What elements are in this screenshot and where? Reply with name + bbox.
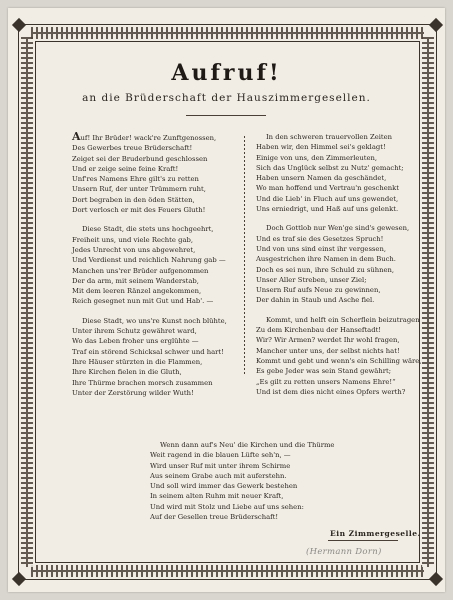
verse-line: Und es traf sie des Gesetzes Spruch! — [256, 234, 384, 243]
verse-line: Dort begraben in den öden Stätten, — [72, 195, 195, 204]
corner-ornament-icon — [12, 572, 26, 586]
verse-line: Manchen uns'rer Brüder aufgenommen — [72, 266, 209, 275]
verse-line: Es gebe Jeder was sein Stand gewährt; — [256, 367, 392, 376]
stanza — [72, 132, 232, 215]
verse-line: Haben wir, den Himmel sei's geklagt! — [256, 143, 386, 152]
column-divider — [244, 136, 245, 376]
stanza — [256, 132, 416, 214]
verse-line: Ihre Häuser stürzten in die Flammen, — [72, 357, 203, 366]
verse-line: Und die Lieb' in Fluch auf uns gewendet, — [256, 194, 399, 203]
document-title: Aufruf! — [171, 60, 282, 86]
verse-line: Ihre Thürme brachen morsch zusammen — [72, 378, 213, 387]
verse-line: Diese Stadt, die stets uns hochgeehrt, — [82, 225, 214, 234]
title-divider — [186, 115, 266, 116]
verse-line: Doch es sei nun, ihre Schuld zu sühnen, — [256, 265, 395, 274]
border-chain-left — [21, 37, 33, 567]
verse-line: Doch Gottlob nur Wen'ge sind's gewesen, — [266, 224, 410, 233]
verse-line: Sich das Unglück selbst zu Nutz' gemacht; — [256, 163, 404, 172]
left-column — [72, 132, 232, 407]
verse-line: Wir? Wir Armen? werdet Ihr wohl fragen, — [256, 336, 400, 345]
verse-line: Unsern Ruf, der unter Trümmern ruht, — [72, 185, 206, 194]
verse-line: Aus seinem Grabe auch mit auferstehn. — [150, 471, 287, 480]
verse-line: „Es gilt zu retten unsers Namens Ehre!“ — [256, 377, 396, 386]
verse-line: Haben unsern Namen da geschändet, — [256, 174, 387, 183]
verse-line: Unter der Zerstörung wilder Wuth! — [72, 388, 194, 397]
verse-line: Und ist dem dies nicht eines Opfers werth? — [256, 387, 406, 396]
verse-line: Auf! Ihr Brüder! wack're Zunftgenossen, — [72, 130, 217, 143]
verse-line: Der dahin in Staub und Asche fiel. — [256, 296, 375, 305]
document-sheet — [8, 8, 445, 592]
signature-rule — [328, 540, 398, 541]
verse-line: Reich gesegnet nun mit Gut und Hab'. — — [72, 297, 214, 306]
verse-line: Kommt, und helft ein Scherflein beizutragen — [266, 315, 420, 324]
verse-line: Und wird mit Stolz und Liebe auf uns sehen: — [150, 502, 304, 511]
document-subtitle: an die Brüderschaft der Hauszimmergesellen. — [82, 92, 371, 104]
corner-ornament-icon — [429, 572, 443, 586]
verse-line: Zeiget sei der Bruderbund geschlossen — [72, 154, 208, 163]
verse-line: In seinem alten Ruhm mit neuer Kraft, — [150, 492, 284, 501]
final-stanza — [150, 440, 350, 522]
verse-line: Weit ragend in die blauen Lüfte seh'n, — — [150, 451, 291, 460]
handwritten-note: (Hermann Dorn) — [306, 547, 382, 557]
verse-line: Der da arm, mit seinem Wanderstab, — [72, 276, 199, 285]
verse-line: Uns erniedrigt, und Haß auf uns gelenkt. — [256, 205, 399, 214]
verse-line: Und soll wird immer das Gewerk bestehen — [150, 482, 298, 491]
corner-ornament-icon — [429, 18, 443, 32]
stanza — [72, 224, 232, 306]
verse-line: Freiheit uns, und viele Rechte gab, — [72, 235, 194, 244]
verse-line: Wo man hoffend und Vertrau'n geschenkt — [256, 184, 399, 193]
verse-line: Einige von uns, den Zimmerleuten, — [256, 153, 378, 162]
verse-line: Wo das Leben froher uns erglühte — — [72, 337, 199, 346]
right-column — [256, 132, 422, 406]
border-chain-top — [31, 27, 424, 39]
verse-line: Unsern Ruf aufs Neue zu gewinnen, — [256, 286, 381, 295]
verse-line: Zu dem Kirchenbau der Hanseftadt! — [256, 326, 382, 335]
verse-line: Und von uns sind einst ihr vergessen, — [256, 244, 386, 253]
corner-ornament-icon — [12, 18, 26, 32]
stanza — [256, 223, 416, 305]
verse-line: Des Gewerbes treue Brüderschaft! — [72, 144, 193, 153]
verse-line: Jedes Unrecht von uns abgewehret, — [72, 245, 196, 254]
verse-line: Wenn dann auf's Neu' die Kirchen und die Thürme — [160, 441, 335, 449]
verse-line: Unf'res Namens Ehre gilt's zu retten — [72, 175, 199, 184]
verse-line: Diese Stadt, wo uns're Kunst noch blühte, — [82, 316, 227, 325]
verse-line: Mancher unter uns, der selbst nichts hat! — [256, 346, 400, 355]
border-chain-right — [422, 37, 434, 567]
verse-line: Ihre Kirchen fielen in die Gluth, — [72, 368, 182, 377]
verse-line: Und er zeige seine feine Kraft! — [72, 164, 179, 173]
signature: Ein Zimmergeselle. — [330, 529, 421, 538]
verse-line: Unter ihrem Schutz gewähret ward, — [72, 327, 197, 336]
verse-line: Traf ein störend Schicksal schwer und hart! — [72, 347, 224, 356]
verse-line: Wird unser Ruf mit unter ihrem Schirme — [150, 461, 291, 470]
verse-line: Unser Aller Streben, unser Ziel; — [256, 275, 367, 284]
stanza — [256, 315, 422, 397]
verse-line: Mit dem leeren Ränzel angekommen, — [72, 287, 202, 296]
poem-columns — [72, 130, 422, 482]
verse-line: Kommt und gebt und wenn's ein Schilling wäre, — [256, 356, 422, 365]
verse-line: Ausgestrichen ihre Namen in dem Buch. — [256, 255, 396, 264]
verse-line: In den schweren trauervollen Zeiten — [266, 133, 393, 141]
verse-line: Und Verdienst und reichlich Nahrung gab — — [72, 256, 226, 265]
stanza — [72, 316, 232, 398]
verse-line: Dort verlosch er mit des Feuers Gluth! — [72, 206, 206, 215]
border-chain-bottom — [31, 565, 424, 577]
verse-line: Auf der Gesellen treue Brüderschaft! — [150, 513, 279, 522]
